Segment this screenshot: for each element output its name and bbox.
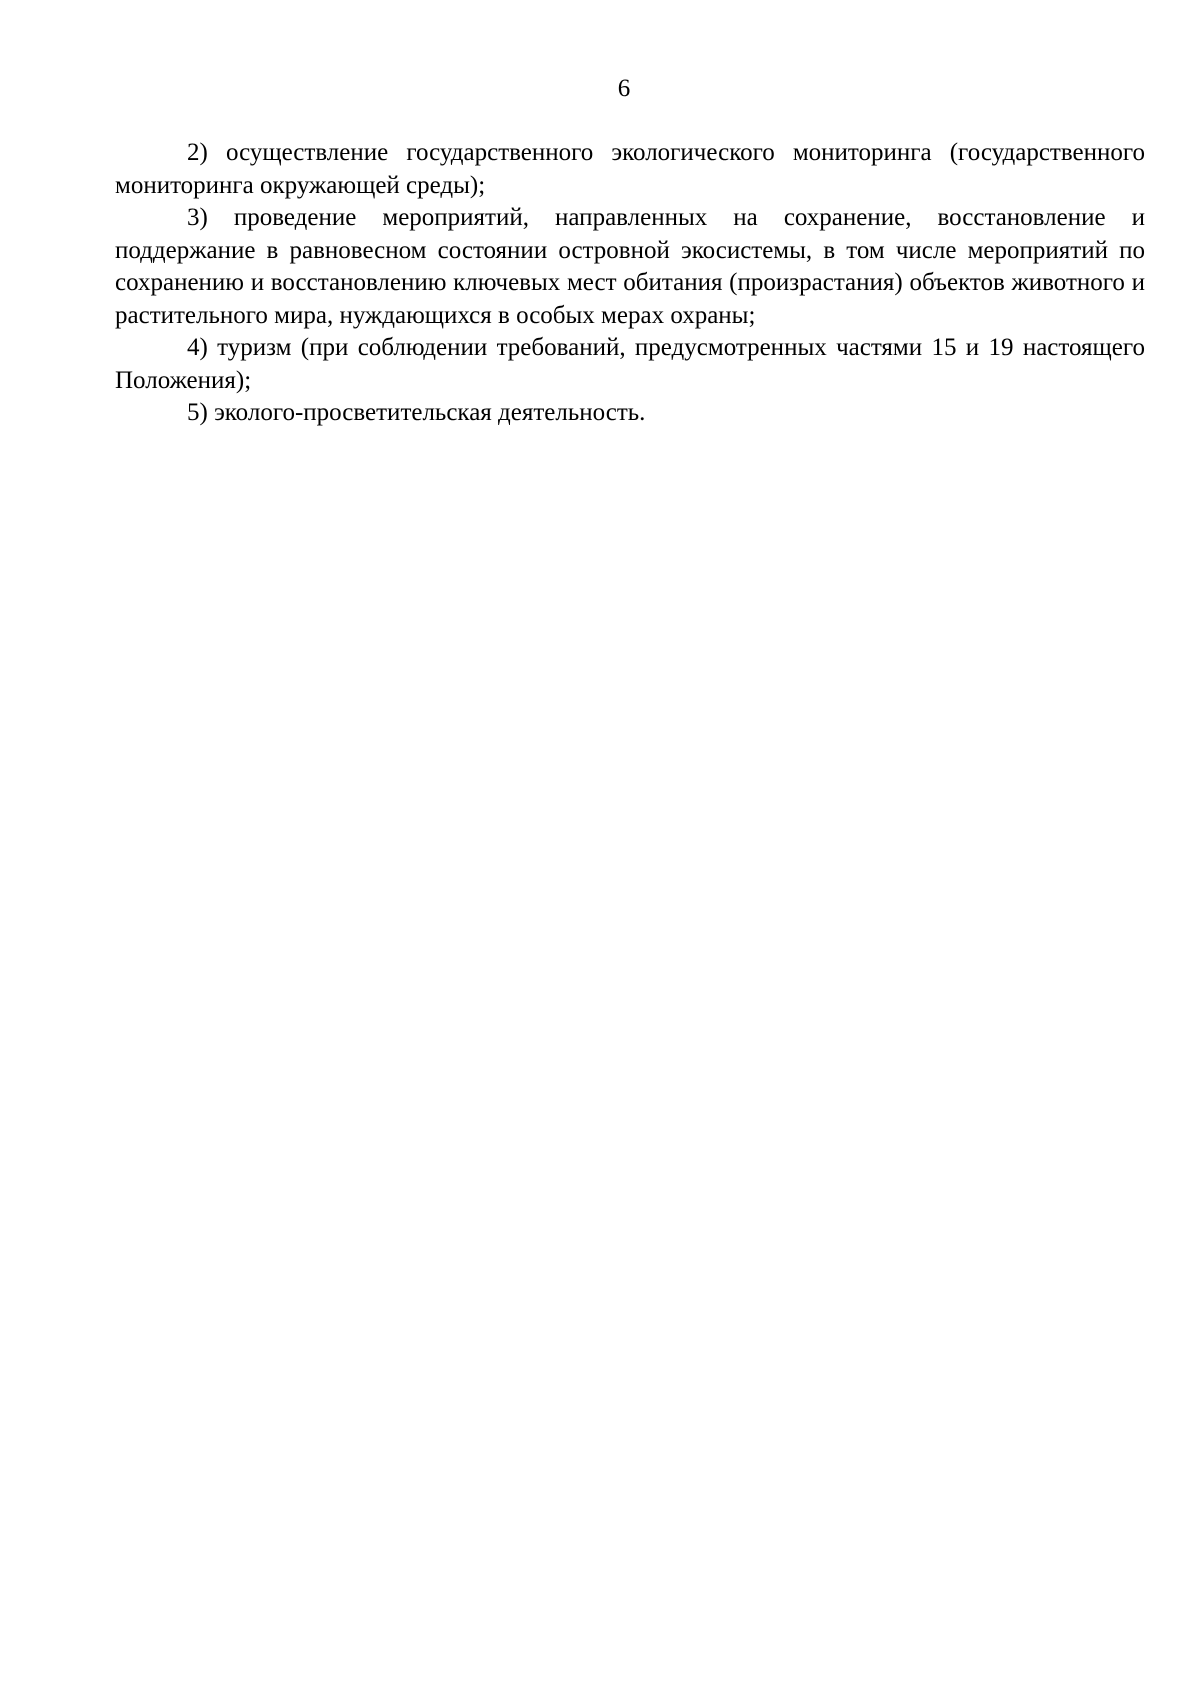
- list-item-ecosystem-measures: 3) проведение мероприятий, направленных на сохранение, восстановление и поддержание в равновесном состоянии островной экосистемы, в том числе мероприятий по сохранению и восстановлению ключевых мест обитания (произрастания) объектов животного и растительного мира, нуждающихся в особых мерах охраны;: [115, 204, 1145, 329]
- list-item-monitoring: 2) осуществление государственного экологического мониторинга (государственного мониторинга окружающей среды);: [115, 139, 1145, 199]
- list-item-education: 5) эколого-просветительская деятельность.: [187, 399, 646, 426]
- page-number: 6: [617, 75, 631, 102]
- list-item-tourism: 4) туризм (при соблюдении требований, предусмотренных частями 15 и 19 настоящего Положения);: [115, 334, 1145, 394]
- document-body: [115, 137, 1145, 430]
